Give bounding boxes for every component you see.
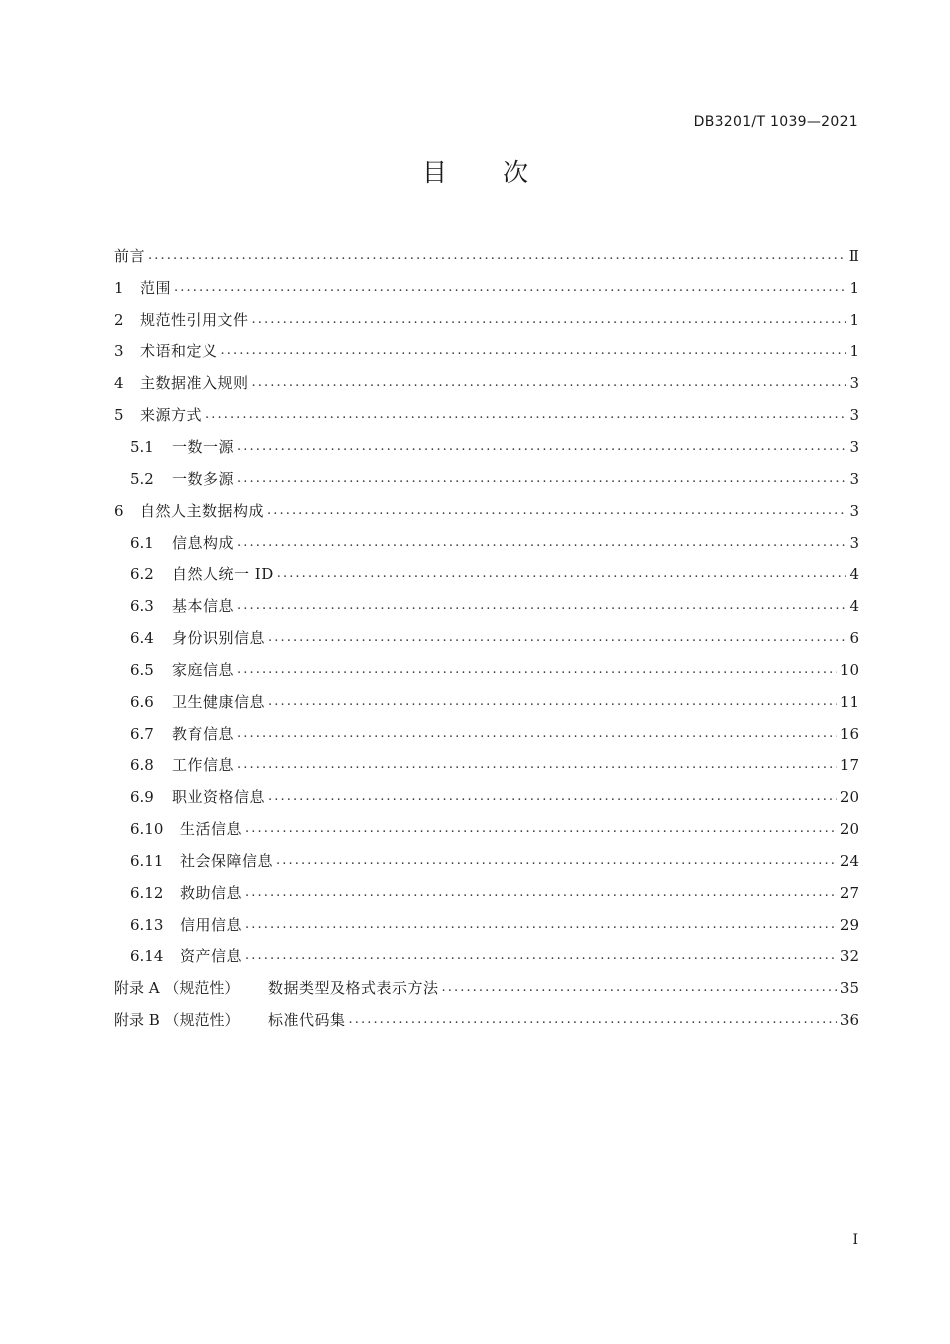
toc-entry-page: 4 (849, 597, 859, 616)
toc-entry-page: 1 (849, 278, 859, 297)
toc-leader-dots (221, 341, 847, 361)
toc-leader-dots (237, 469, 846, 489)
toc-entry-label: 救助信息 (180, 883, 243, 902)
toc-entry-number: 6.14 (130, 947, 164, 966)
toc-entry-number: 4 (114, 374, 124, 393)
toc-leader-dots (237, 533, 846, 553)
toc-entry-label: 信息构成 (172, 533, 235, 552)
toc-leader-dots (237, 596, 846, 616)
toc-entry-page: 10 (839, 660, 859, 679)
toc-entry-4[interactable] (114, 367, 859, 399)
toc-entry-label: 一数多源 (172, 469, 235, 488)
toc-entry-number: 6.7 (130, 724, 154, 743)
toc-entry-label: 身份识别信息 (172, 629, 266, 648)
toc-entry-label: 自然人统一 ID (172, 565, 274, 584)
toc-entry-page: 3 (849, 437, 859, 456)
toc-entry-annex-a[interactable] (114, 972, 859, 1004)
toc-entry-label: 基本信息 (172, 597, 235, 616)
toc-entry-number: 6.13 (130, 915, 164, 934)
toc-leader-dots (237, 660, 837, 680)
toc-entry-3[interactable] (114, 336, 859, 368)
toc-entry-label: 资产信息 (180, 947, 243, 966)
toc-entry-5-2[interactable] (114, 463, 859, 495)
toc-entry-1[interactable] (114, 272, 859, 304)
toc-leader-dots (267, 501, 846, 521)
toc-entry-6-6[interactable] (114, 686, 859, 718)
toc-entry-number: 6.4 (130, 629, 154, 648)
toc-entry-page: 3 (849, 406, 859, 425)
toc-entry-label: 范围 (140, 278, 172, 297)
toc-entry-6-8[interactable] (114, 750, 859, 782)
toc-entry-number: 6.1 (130, 533, 154, 552)
toc-entry-page: 20 (839, 788, 859, 807)
toc-entry-label: 来源方式 (140, 406, 203, 425)
toc-entry-label: 前言 (114, 246, 146, 265)
toc-leader-dots (276, 851, 837, 871)
toc-entry-number: 6.11 (130, 851, 164, 870)
toc-entry-page: 3 (849, 374, 859, 393)
toc-leader-dots (237, 724, 837, 744)
toc-entry-number: 6.10 (130, 820, 164, 839)
toc-entry-number: 3 (114, 342, 124, 361)
toc-entry-page: 4 (849, 565, 859, 584)
toc-leader-dots (245, 883, 837, 903)
toc-entry-label: 社会保障信息 (180, 851, 274, 870)
toc-entry-number: 5.1 (130, 437, 154, 456)
toc-entry-6-3[interactable] (114, 590, 859, 622)
toc-entry-number: 1 (114, 278, 124, 297)
toc-entry-6[interactable] (114, 495, 859, 527)
toc-entry-page: 17 (839, 756, 859, 775)
toc-leader-dots (277, 564, 847, 584)
toc-leader-dots (237, 755, 837, 775)
toc-entry-page: Ⅱ (848, 246, 859, 265)
toc-entry-number: 6.12 (130, 883, 164, 902)
toc-leader-dots (268, 628, 846, 648)
toc-entry-page: 24 (839, 851, 859, 870)
toc-leader-dots (237, 437, 846, 457)
toc-entry-6-4[interactable] (114, 622, 859, 654)
toc-entry-number: 附录 B （规范性） (114, 1011, 240, 1030)
toc-entry-page: 6 (849, 629, 859, 648)
toc-leader-dots (245, 946, 837, 966)
table-of-contents (114, 240, 859, 1036)
toc-entry-label: 术语和定义 (140, 342, 218, 361)
toc-leader-dots (268, 692, 837, 712)
toc-entry-number: 2 (114, 310, 124, 329)
toc-entry-6-1[interactable] (114, 527, 859, 559)
toc-entry-label: 卫生健康信息 (172, 692, 266, 711)
toc-entry-page: 32 (839, 947, 859, 966)
toc-leader-dots (205, 405, 846, 425)
toc-entry-number: 附录 A （规范性） (114, 979, 240, 998)
toc-leader-dots (148, 246, 846, 266)
page-title: 目次 (421, 158, 584, 187)
toc-entry-number: 6.6 (130, 692, 154, 711)
toc-entry-label: 数据类型及格式表示方法 (268, 979, 439, 998)
toc-leader-dots (349, 1010, 837, 1030)
toc-entry-label: 自然人主数据构成 (140, 501, 265, 520)
toc-entry-page: 3 (849, 469, 859, 488)
toc-entry-number: 6.9 (130, 788, 154, 807)
toc-entry-label: 教育信息 (172, 724, 235, 743)
toc-entry-number: 6.3 (130, 597, 154, 616)
toc-leader-dots (252, 373, 847, 393)
toc-entry-label: 一数一源 (172, 437, 235, 456)
toc-entry-6-9[interactable] (114, 781, 859, 813)
toc-entry-page: 11 (839, 692, 859, 711)
document-code: DB3201/T 1039—2021 (693, 114, 858, 130)
toc-leader-dots (252, 310, 847, 330)
toc-entry-page: 3 (849, 533, 859, 552)
toc-entry-label: 规范性引用文件 (140, 310, 249, 329)
toc-entry-label: 生活信息 (180, 820, 243, 839)
toc-entry-6-12[interactable] (114, 877, 859, 909)
toc-entry-5[interactable] (114, 399, 859, 431)
toc-entry-label: 家庭信息 (172, 660, 235, 679)
toc-entry-label: 主数据准入规则 (140, 374, 249, 393)
toc-entry-page: 29 (839, 915, 859, 934)
toc-entry-label: 标准代码集 (268, 1011, 346, 1030)
toc-entry-page: 36 (839, 1011, 859, 1030)
toc-entry-page: 1 (849, 342, 859, 361)
toc-leader-dots (174, 278, 846, 298)
toc-entry-foreword[interactable] (114, 240, 859, 272)
toc-entry-label: 职业资格信息 (172, 788, 266, 807)
toc-leader-dots (442, 978, 837, 998)
toc-entry-page: 16 (839, 724, 859, 743)
toc-entry-page: 3 (849, 501, 859, 520)
toc-entry-number: 5 (114, 406, 124, 425)
toc-entry-page: 35 (839, 979, 859, 998)
toc-entry-6-10[interactable] (114, 813, 859, 845)
toc-entry-annex-b[interactable] (114, 1004, 859, 1036)
toc-entry-number: 6.2 (130, 565, 154, 584)
toc-entry-label: 信用信息 (180, 915, 243, 934)
toc-entry-6-13[interactable] (114, 909, 859, 941)
toc-entry-page: 27 (839, 883, 859, 902)
toc-entry-number: 5.2 (130, 469, 154, 488)
toc-entry-6-2[interactable] (114, 558, 859, 590)
toc-entry-2[interactable] (114, 304, 859, 336)
toc-leader-dots (268, 787, 837, 807)
toc-entry-6-7[interactable] (114, 718, 859, 750)
toc-entry-number: 6.5 (130, 660, 154, 679)
toc-entry-6-11[interactable] (114, 845, 859, 877)
toc-entry-6-5[interactable] (114, 654, 859, 686)
toc-leader-dots (245, 915, 837, 935)
toc-entry-number: 6.8 (130, 756, 154, 775)
toc-entry-number: 6 (114, 501, 124, 520)
page-number: I (852, 1232, 858, 1248)
toc-entry-label: 工作信息 (172, 756, 235, 775)
toc-entry-page: 20 (839, 820, 859, 839)
toc-entry-6-14[interactable] (114, 941, 859, 973)
toc-entry-5-1[interactable] (114, 431, 859, 463)
toc-leader-dots (245, 819, 837, 839)
toc-entry-page: 1 (849, 310, 859, 329)
